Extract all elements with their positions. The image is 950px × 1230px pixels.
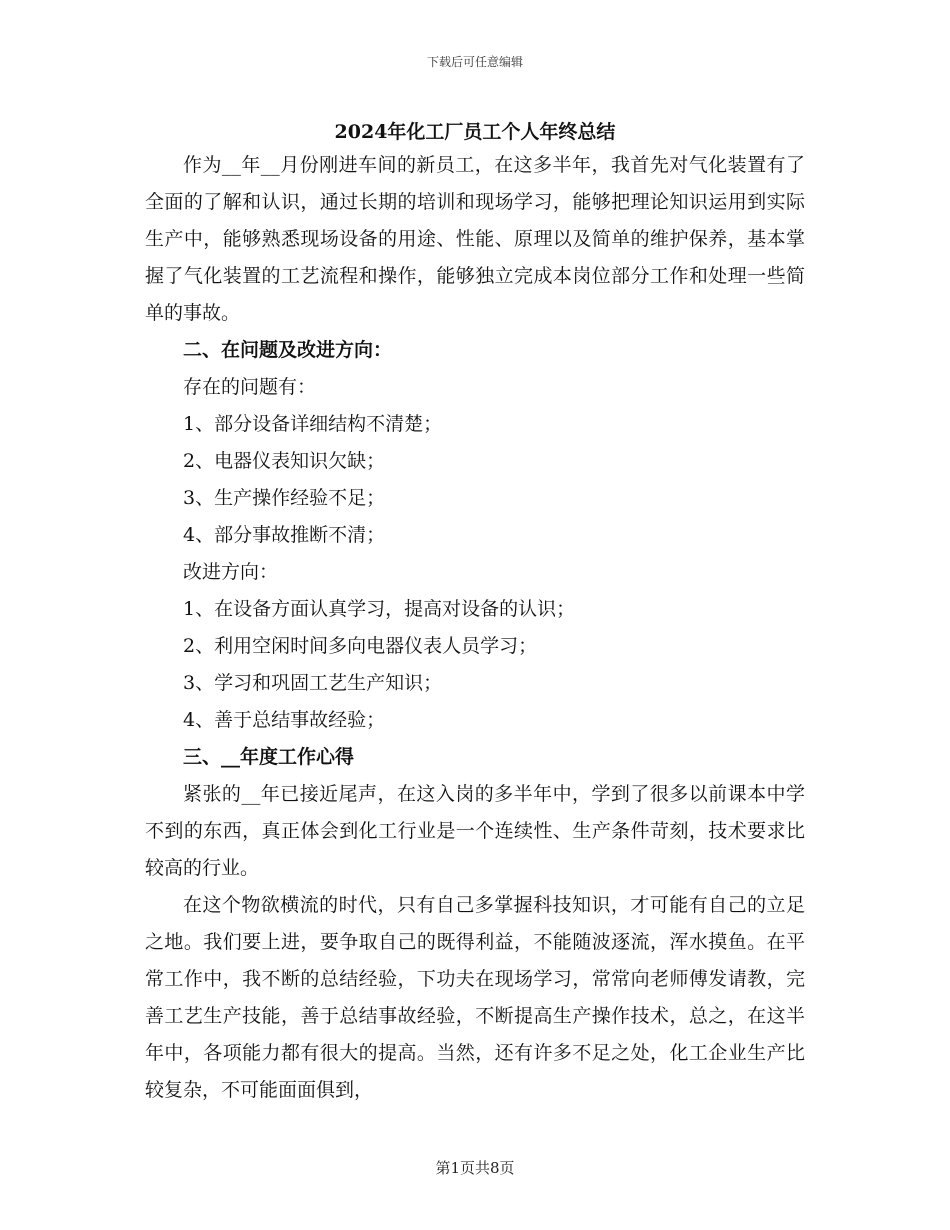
section3-heading: 三、__年度工作心得 [183,746,355,768]
improvement-item: 3、学习和巩固工艺生产知识； [183,672,443,694]
section3-paragraph: 在这个物欲横流的时代，只有自己多掌握科技知识，才可能有自己的立足之地。我们要上进，要争取自己的既得利益，不能随波逐流，浑水摸鱼。在平常工作中，我不断的总结经验，下功夫在现场学习，常常向老师傅发请教，完善工艺生产技能，善于总结事故经验，不断提高生产操作技术，总之，在这半年中，各项能力都有很大的提高。当然，还有许多不足之处，化工企业生产比较复杂，不可能面面俱到， [145,894,805,1101]
header-note: 下载后可任意编辑 [426,55,523,69]
improvement-item: 2、利用空闲时间多向电器仪表人员学习； [183,635,538,657]
problems-label: 存在的问题有： [183,376,317,398]
problem-item: 2、电器仪表知识欠缺； [183,450,386,472]
problem-item: 1、部分设备详细结构不清楚； [183,413,443,435]
problem-item: 3、生产操作经验不足； [183,487,386,509]
improvement-item: 1、在设备方面认真学习，提高对设备的认识； [183,598,576,620]
document-body [145,147,805,1109]
improve-label: 改进方向： [183,561,279,583]
intro-paragraph: 作为__年__月份刚进车间的新员工，在这多半年，我首先对气化装置有了全面的了解和认识，通过长期的培训和现场学习，能够把理论知识运用到实际生产中，能够熟悉现场设备的用途、性能、原理以及简单的维护保养，基本掌握了气化装置的工艺流程和操作，能够独立完成本岗位部分工作和处理一些简单的事故。 [145,154,805,324]
section3-paragraph: 紧张的__年已接近尾声，在这入岗的多半年中，学到了很多以前课本中学不到的东西，真正体会到化工行业是一个连续性、生产条件苛刻，技术要求比较高的行业。 [145,783,805,879]
page-footer: 第1页共8页 [435,1159,515,1177]
document-title: 2024年化工厂员工个人年终总结 [334,121,616,143]
improvement-item: 4、善于总结事故经验； [183,709,386,731]
problem-item: 4、部分事故推断不清； [183,524,386,546]
section2-heading: 二、在问题及改进方向： [183,339,393,361]
